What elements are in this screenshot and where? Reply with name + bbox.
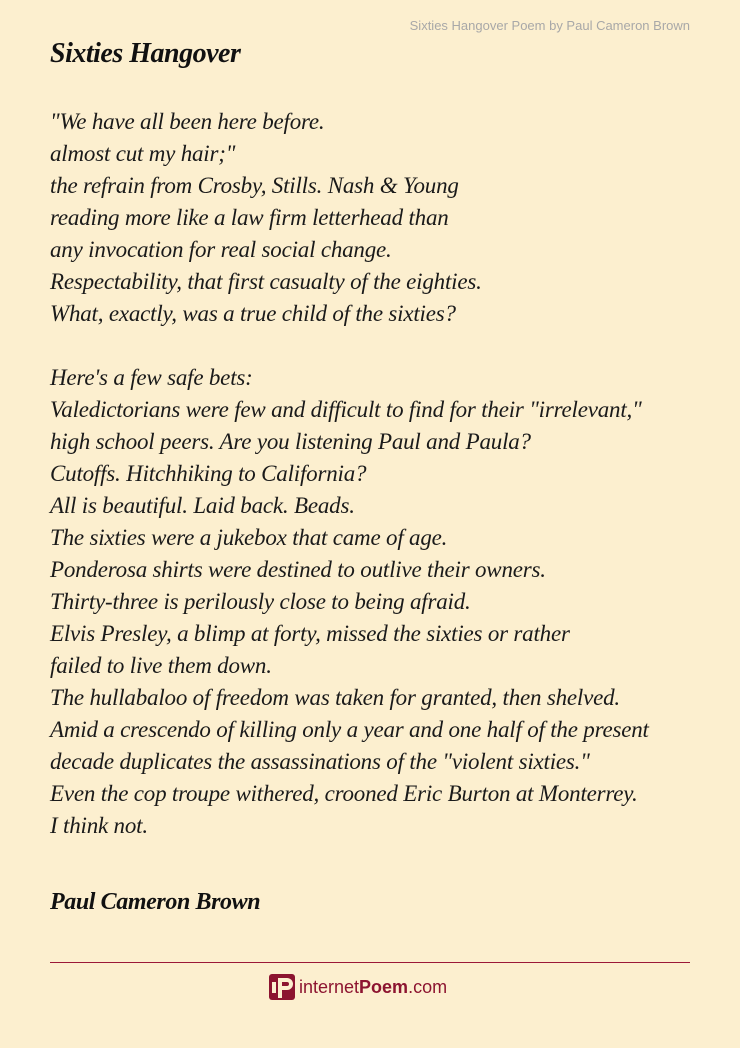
poem-line: What, exactly, was a true child of the sixties? [50,301,456,326]
poem-line: Even the cop troupe withered, crooned Eric Burton at Monterrey. [50,781,638,806]
poem-line: All is beautiful. Laid back. Beads. [50,493,355,518]
poem-line: I think not. [50,813,148,838]
site-logo-text [299,974,447,1000]
poem-line: reading more like a law firm letterhead than [50,205,449,230]
poem-author[interactable]: Paul Cameron Brown [50,889,261,915]
poem-line: high school peers. Are you listening Paul and Paula? [50,429,531,454]
poem-title: Sixties Hangover [50,38,241,69]
poem-line: the refrain from Crosby, Stills. Nash & Young [50,173,459,198]
poem-line: Ponderosa shirts were destined to outlive their owners. [50,557,546,582]
logo-text-poem: Poem [359,977,409,997]
poem-line: Amid a crescendo of killing only a year and one half of the present [50,717,649,742]
poem-stanza [50,106,710,330]
poem-line: Elvis Presley, a blimp at forty, missed the sixties or rather [50,621,570,646]
poem-line: Respectability, that first casualty of the eighties. [50,269,482,294]
logo-text-dotcom: .com [408,977,448,997]
poem-line: The sixties were a jukebox that came of age. [50,525,448,550]
poem-line: "We have all been here before. [50,109,325,134]
logo-text-internet: internet [299,977,360,997]
poem-line: any invocation for real social change. [50,237,392,262]
poem-line: decade duplicates the assassinations of the "violent sixties." [50,749,590,774]
poem-line: almost cut my hair;" [50,141,236,166]
poem-line: The hullabaloo of freedom was taken for granted, then shelved. [50,685,620,710]
poem-line: Cutoffs. Hitchhiking to California? [50,461,367,486]
site-logo-link[interactable] [269,974,447,1000]
poem-stanza [50,362,710,842]
poem-body [50,106,710,842]
poem-line: Thirty-three is perilously close to being afraid. [50,589,471,614]
poem-line: Valedictorians were few and difficult to find for their "irrelevant," [50,397,642,422]
internetpoem-logo-icon [269,974,295,1000]
page-credit: Sixties Hangover Poem by Paul Cameron Brown [409,18,690,33]
poem-line: Here's a few safe bets: [50,365,253,390]
footer-divider [50,962,690,963]
poem-line: failed to live them down. [50,653,272,678]
